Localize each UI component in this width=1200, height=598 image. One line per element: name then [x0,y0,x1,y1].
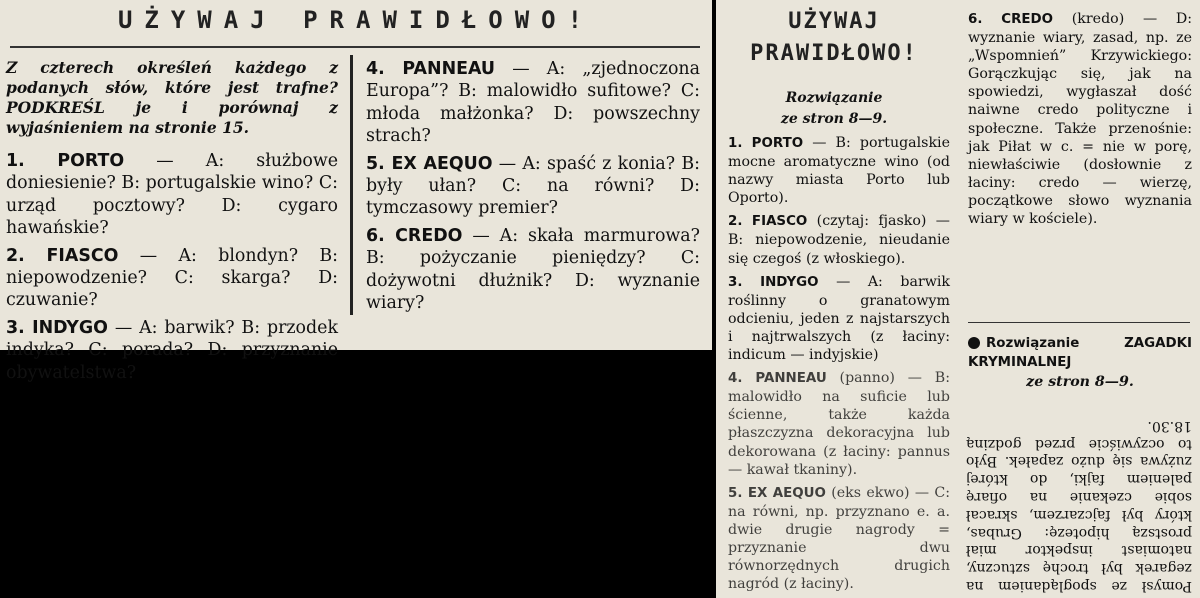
left-clipping [0,0,712,383]
answers-column-2 [968,10,1192,233]
question-6: 6. CREDO — A: skała marmurowa? B: pożyczanie pieniędzy? C: dożywotni dłużnik? D: wyznanie wiary? [366,225,701,314]
answer-1: 1. PORTO — B: portugalskie mocne aromatyczne wino (od nazwy miasta Porto lub Oporto). [728,135,950,207]
question-2: 2. FIASCO — A: blondyn? B: niepowodzenie? C: skarga? D: czuwanie? [6,245,338,311]
answer-4: 4. PANNEAU (panno) — B: malowidło na suficie lub ścienne, także każda płaszczyzna dekoracyjna lub dekorowana (z łaciny: pannus — kawał tkaniny). [728,370,950,478]
answers-column-1 [728,134,950,598]
section-rule [968,322,1190,323]
answer-2: 2. FIASCO (czytaj: fjasko) — B: niepowodzenie, nieudanie się czegoś (z włoskiego). [728,213,950,267]
quiz-intro: Z czterech określeń każdego z podanych słów, które jest trafne? PODKREŚL je i porównaj z wyjaśnieniem na stronie 15. [6,58,338,137]
answers-subtitle: Rozwiązanie ze stron 8—9. [780,90,888,127]
left-column-1 [6,58,338,389]
question-5: 5. EX AEQUO — A: spaść z konia? B: były ułan? C: na równi? D: tymczasowy premier? [366,153,700,219]
answer-3: 3. INDYGO — A: barwik roślinny o granatowym odcieniu, jeden z najstarszych i najtrwalszych (z łaciny: indicum — indyjskie) [728,273,950,364]
answer-5: 5. EX AEQUO (eks ekwo) — C: na równi, np. przyznano e. a. dwie drugie nagrody = przyznanie dwu równorzędnych drugich nagród (z łaciny). [728,484,950,593]
column-divider [350,55,353,315]
answers-title: UŻYWAJ PRAWIDŁOWO! [750,9,918,66]
question-3: 3. INDYGO — A: barwik? B: przodek indyka? C: porada? D: przyznanie obywatelstwa? [6,317,338,383]
question-1: 1. PORTO — A: służbowe doniesienie? B: portugalskie wino? C: urząd pocztowy? D: cygaro hawańskie? [6,151,338,239]
left-column-2 [366,58,700,319]
question-4: 4. PANNEAU — A: „zjednoczona Europa”? B: malowidło sufitowe? C: młoda małżonka? D: powszechny strach? [366,59,700,147]
answer-6: 6. CREDO (kredo) — D: wyznanie wiary, zasad, np. ze „Wspomnień” Krzywickiego: Gorączkując się, jak na spowiedzi, wygłaszał dość naiwne credo polityczne i społeczne. Także przenośnie: jak Piłat w c. = nie w porę, niewłaściwie (dosłownie z łaciny: credo — wierzę, początkowe słowo wyznania wiary w kościele). [968,11,1193,228]
crime-pages: ze stron 8—9. [1026,374,1134,391]
left-title: UŻYWAJ PRAWIDŁOWO! [117,6,595,34]
crime-solution-upside-down: Pomysł ze spoglądaniem na zegarek był trochę sztuczny, natomiast inspektor miał prostszą hipotezę: Grubas, który był fajczarzem, skracał sobie czekanie na ofiarę paleniem fajki, do której zużywa się dużo zapałek. Było to oczywiście przed godziną 18.30. [966,417,1192,594]
crime-heading: Rozwiązanie ZAGADKI KRYMINALNEJ [968,336,1192,371]
title-rule [10,46,700,48]
bullet-icon [968,337,980,349]
right-clipping [716,0,1200,598]
